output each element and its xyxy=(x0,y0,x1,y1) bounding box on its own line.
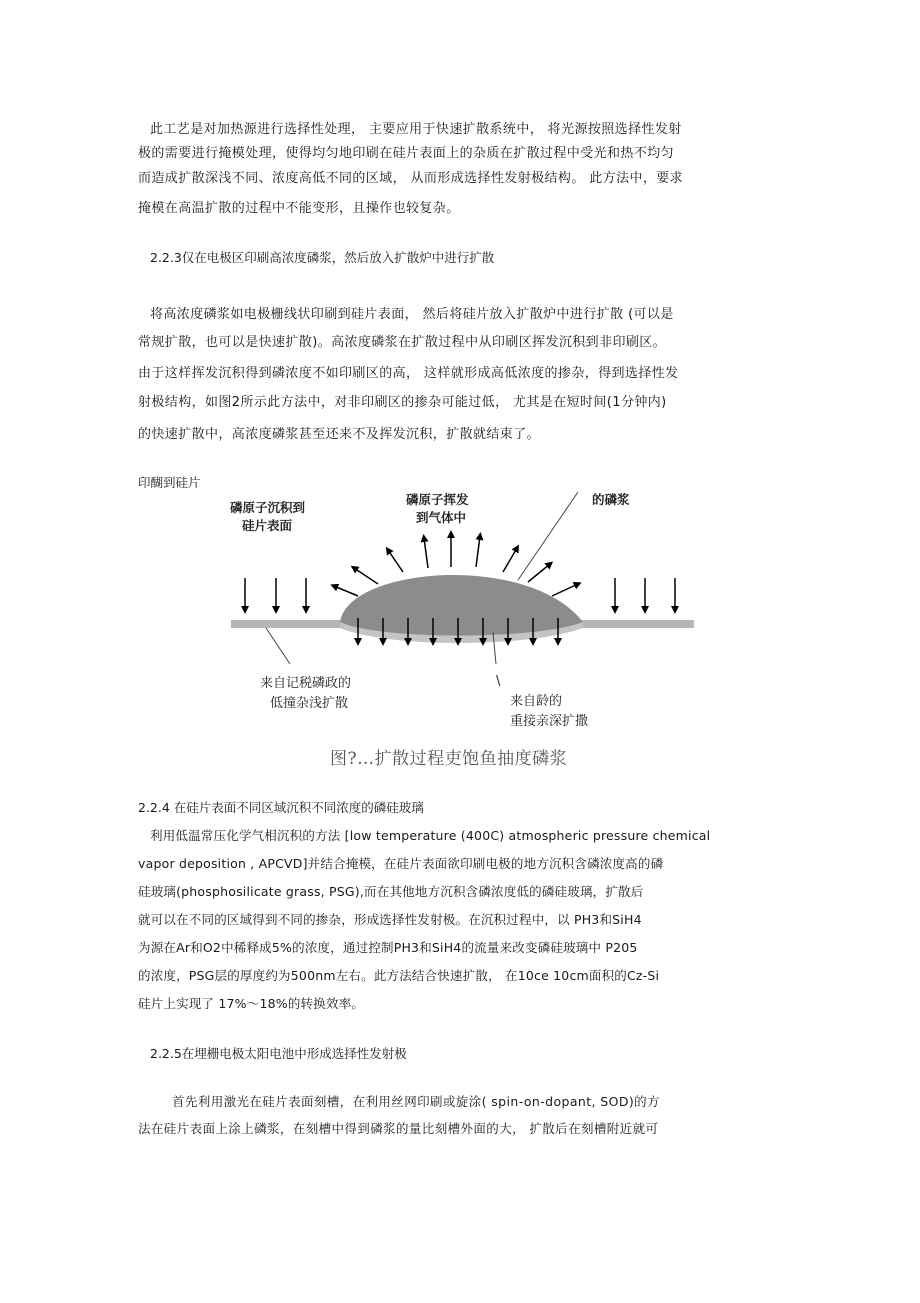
heading-2-2-5: 2.2.5在埋栅电极太阳电池中形成选择性发射极 xyxy=(150,1046,407,1061)
paragraph4-line2: 法在硅片表面上涂上磷浆，在刻槽中得到磷浆的量比刻槽外面的大， 扩散后在刻槽附近就可 xyxy=(138,1121,659,1136)
right-deposition-arrows xyxy=(615,578,675,610)
paragraph2-line2: 常规扩散，也可以是快速扩散)。高浓度磷浆在扩散过程中从印刷区挥发沉积到非印刷区。 xyxy=(138,335,667,350)
paragraph4-line1: 首先利用激光在硅片表面刻槽，在利用丝网印刷或旋涂( spin-on-dopant, SOD)的方 xyxy=(172,1094,660,1109)
paragraph2-line5: 的快速扩散中，高浓度磷浆甚至还来不及挥发沉积，扩散就结束了。 xyxy=(138,427,541,442)
left-deposition-arrows xyxy=(245,578,306,610)
paragraph3-line3: 硅玻璃(phosphosilicate grass, PSG),而在其他地方沉积含磷浓度低的磷硅玻璃，扩散后 xyxy=(138,884,644,899)
paragraph1-line2: 极的需要进行掩模处理，使得均匀地印刷在硅片表面上的杂质在扩散过程中受光和热不均匀 xyxy=(138,146,675,161)
paragraph2-line4: 射极结构，如图2所示此方法中，对非印刷区的掺杂可能过低， 尤其是在短时间(1分钟内) xyxy=(138,395,667,410)
label-low-line1: 来自记税磷政的 xyxy=(260,676,352,691)
label-deposit-line1: 磷原子沉积到 xyxy=(230,500,306,515)
leader-low-diffusion xyxy=(266,628,290,664)
label-high-line2: 重接亲深扩撒 xyxy=(510,714,589,729)
label-deposit-line2: 硅片表面 xyxy=(242,518,293,533)
leader-paste xyxy=(518,492,578,580)
paragraph2-line1: 将高浓度磷浆如电极栅线状印刷到硅片表面， 然后将硅片放入扩散炉中进行扩散 (可以是 xyxy=(150,307,674,322)
label-low-line2: 低撞杂浅扩散 xyxy=(270,696,349,711)
paragraph3-line1: 利用低温常压化学气相沉积的方法 [low temperature (400C) atmospheric pressure chemical xyxy=(150,828,711,843)
phosphorus-paste-mound xyxy=(340,575,583,639)
paragraph2-line3: 由于这样挥发沉积得到磷浓度不如印刷区的高， 这样就形成高低浓度的掺杂，得到选择性发 xyxy=(138,366,679,381)
paragraph1-line4: 掩模在高温扩散的过程中不能变形，且操作也较复杂。 xyxy=(138,201,460,216)
figure-caption: 图?…扩散过程吏饱鱼抽度磷浆 xyxy=(330,749,568,769)
label-paste: 的磷浆 xyxy=(592,492,630,507)
paragraph3-line5: 为源在Ar和O2中稀释成5%的浓度，通过控制PH3和SiH4的流量来改变磷硅玻璃中 P205 xyxy=(138,940,638,955)
figure-side-label: 印醐到硅片 xyxy=(138,475,201,490)
paragraph3-line4: 就可以在不同的区域得到不同的掺杂，形成选择性发射极。在沉积过程中，以 PH3和SiH4 xyxy=(138,912,642,927)
paragraph3-line6: 的浓度，PSG层的厚度约为500nm左右。此方法结合快速扩散， 在10ce 10cm面积的Cz-Si xyxy=(138,968,660,983)
label-volatile-line1: 磷原子挥发 xyxy=(406,492,469,507)
label-volatile-line2: 到气体中 xyxy=(416,510,467,525)
paragraph3-line2: vapor deposition , APCVD]并结合掩模，在硅片表面欲印刷电极的地方沉积含磷浓度高的磷 xyxy=(138,856,664,871)
label-backslash: \ xyxy=(496,674,501,689)
heading-2-2-3: 2.2.3仅在电极区印刷高浓度磷浆，然后放入扩散炉中进行扩散 xyxy=(150,250,495,265)
heading-2-2-4: 2.2.4 在硅片表面不同区域沉积不同浓度的磷硅玻璃 xyxy=(138,800,424,815)
diffusion-diagram xyxy=(228,472,700,742)
paragraph1-line1: 此工艺是对加热源进行选择性处理， 主要应用于快速扩散系统中， 将光源按照选择性发射 xyxy=(150,122,682,137)
paragraph1-line3: 而造成扩散深浅不同、浓度高低不同的区域， 从而形成选择性发射极结构。 此方法中，要求 xyxy=(138,171,684,186)
label-high-line1: 来自龄的 xyxy=(510,694,563,709)
paragraph3-line7: 硅片上实现了 17%～18%的转换效率。 xyxy=(138,996,365,1011)
